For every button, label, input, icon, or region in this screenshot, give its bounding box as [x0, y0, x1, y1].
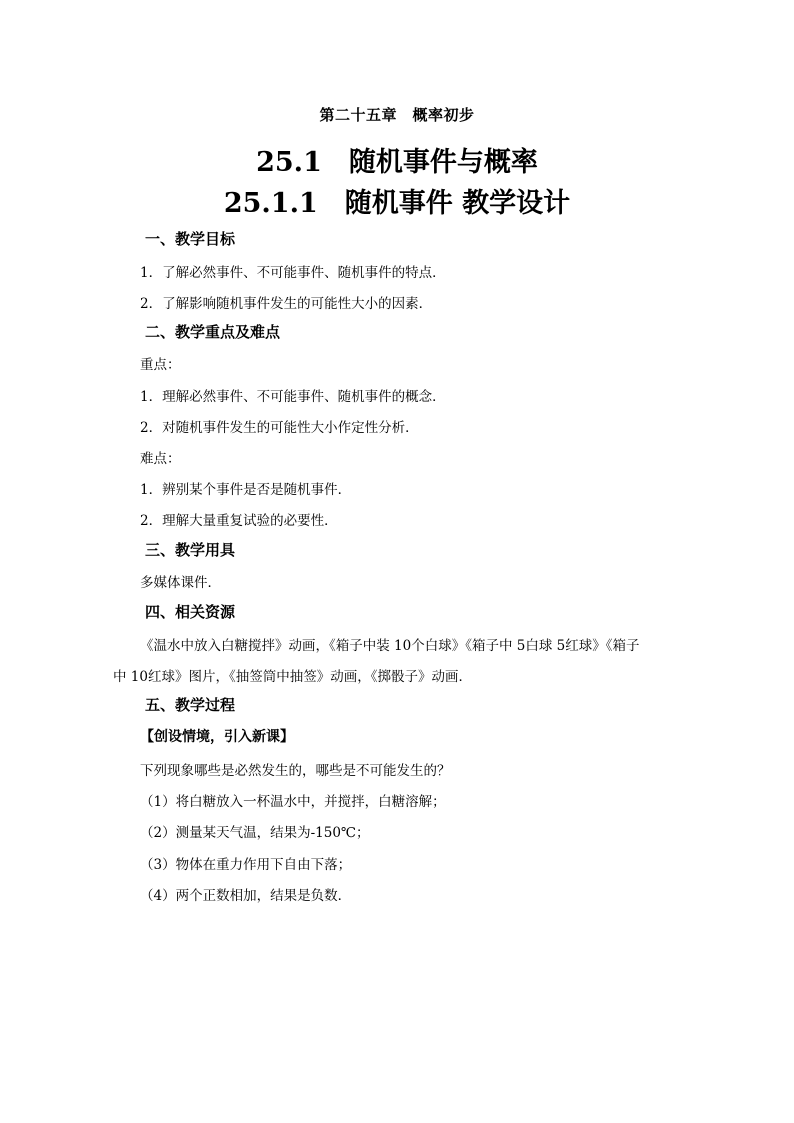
heading-resources: 四、相关资源 — [145, 603, 236, 621]
difficult-item-1: 1．辨别某个事件是否是随机事件． — [140, 482, 352, 498]
resources-line-2: 中 10红球》图片，《抽签筒中抽签》动画，《掷骰子》动画． — [113, 669, 472, 685]
process-subheading: 【创设情境，引入新课】 — [140, 729, 294, 745]
process-question: 下列现象哪些是必然发生的，哪些是不可能发生的？ — [140, 763, 451, 779]
resources-line-1: 《温水中放入白糖搅拌》动画，《箱子中装 10个白球》《箱子中 5白球 5红球》《箱子 — [140, 638, 640, 654]
goal-item-2: 2．了解影响随机事件发生的可能性大小的因素． — [140, 296, 433, 312]
subsection-title: 25.1.1 随机事件 教学设计 — [223, 188, 571, 219]
difficult-label: 难点： — [140, 451, 181, 467]
difficult-item-2: 2．理解大量重复试验的必要性． — [140, 513, 338, 529]
key-label: 重点： — [140, 357, 181, 373]
heading-focus: 二、教学重点及难点 — [145, 323, 281, 341]
process-item-2: （2）测量某天气温，结果为-150℃； — [140, 825, 370, 841]
tools-text: 多媒体课件． — [140, 575, 221, 591]
section-title: 25.1 随机事件与概率 — [256, 147, 538, 178]
key-item-2: 2．对随机事件发生的可能性大小作定性分析． — [140, 420, 419, 436]
goal-item-1: 1．了解必然事件、不可能事件、随机事件的特点． — [140, 265, 446, 281]
heading-process: 五、教学过程 — [145, 696, 236, 714]
process-item-4: （4）两个正数相加，结果是负数． — [140, 888, 352, 904]
heading-goals: 一、教学目标 — [145, 230, 236, 248]
chapter-title: 第二十五章 概率初步 — [319, 106, 475, 124]
heading-tools: 三、教学用具 — [145, 541, 236, 559]
process-item-3: （3）物体在重力作用下自由下落； — [140, 857, 352, 873]
process-item-1: （1）将白糖放入一杯温水中，并搅拌，白糖溶解； — [140, 794, 446, 810]
key-item-1: 1．理解必然事件、不可能事件、随机事件的概念． — [140, 389, 446, 405]
